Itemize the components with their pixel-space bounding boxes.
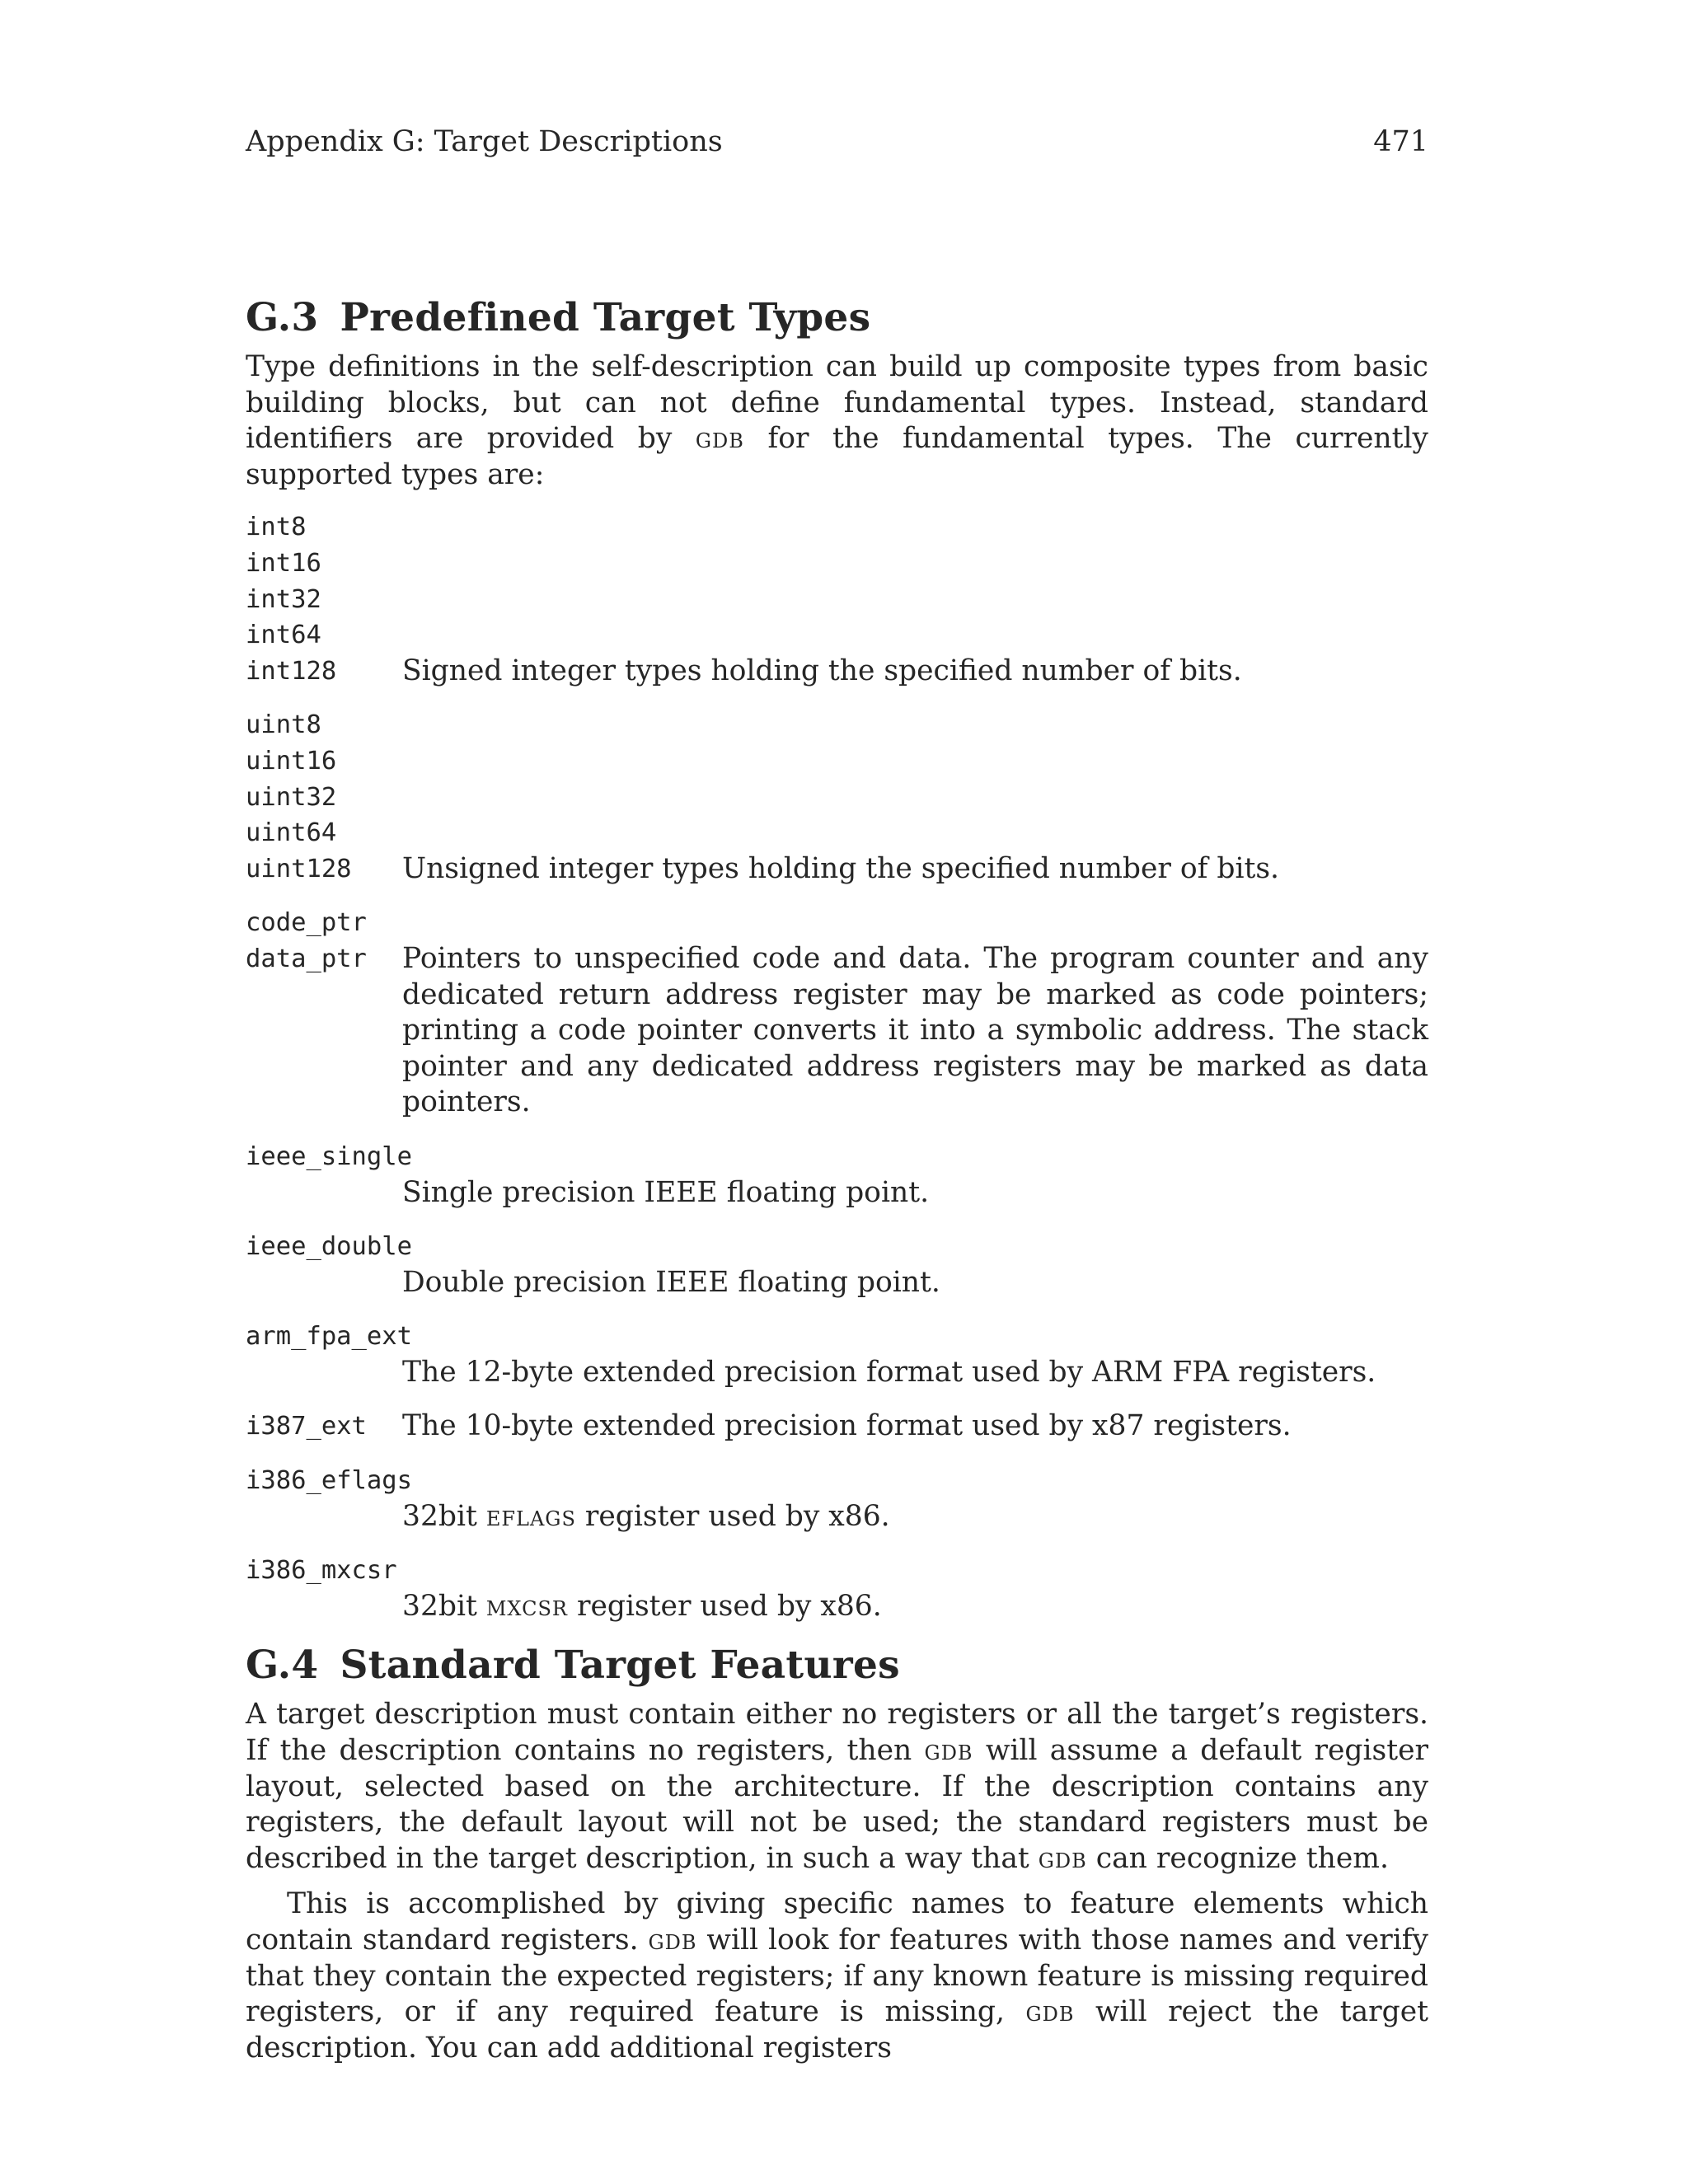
- text-run: for the fundamental types. The currently supported types are:: [246, 422, 1428, 491]
- eflags-smallcaps: eflags: [485, 1499, 576, 1533]
- mxcsr-smallcaps: mxcsr: [485, 1589, 568, 1623]
- text-run: will reject the target description. You can add additional registers: [246, 1995, 1428, 2064]
- type-description: Unsigned integer types holding the specified number of bits.: [402, 851, 1280, 885]
- type-description: Double precision IEEE floating point.: [402, 1265, 940, 1299]
- type-term: code_ptr: [246, 908, 367, 938]
- text-run: This is accomplished by giving specific names to feature elements which contain standard registers.: [246, 1887, 1428, 1957]
- section-title: Predefined Target Types: [340, 295, 871, 340]
- chapter-title: Appendix G: Target Descriptions: [246, 125, 723, 158]
- section-number: G.4: [246, 1643, 319, 1689]
- type-term: int16: [246, 548, 321, 578]
- type-definition-list: [246, 509, 1428, 1624]
- list-item-arm-fpa-ext: [246, 1319, 1428, 1390]
- type-term: arm_fpa_ext: [246, 1322, 412, 1352]
- paragraph: [246, 1886, 1428, 2066]
- type-description: [402, 1499, 1428, 1535]
- text-run: can recognize them.: [1086, 1841, 1389, 1875]
- section-intro-paragraph: [246, 349, 1428, 493]
- type-term: int8: [246, 513, 307, 542]
- type-description: Single precision IEEE floating point.: [402, 1175, 930, 1209]
- text-run: A target description must contain either no registers or all the target’s registers. If the description contains no registers, then: [246, 1698, 1428, 1768]
- type-term: int32: [246, 584, 321, 614]
- type-term: i386_eflags: [246, 1466, 412, 1496]
- list-item-i386-mxcsr: [246, 1553, 1428, 1624]
- type-term: uint16: [246, 746, 337, 776]
- text-run: register used by x86.: [575, 1499, 890, 1533]
- section-number: G.3: [246, 295, 319, 340]
- gdb-smallcaps: gdb: [1038, 1841, 1087, 1875]
- type-term: uint8: [246, 710, 321, 740]
- text-run: register used by x86.: [567, 1589, 882, 1623]
- text-run: Type definitions in the self-description can build up composite types from basic building blocks, but can not define fundamental types. Instead, standard identifiers are provided by: [246, 350, 1428, 456]
- list-item-i386-eflags: [246, 1463, 1428, 1535]
- type-description: The 10-byte extended precision format used by x87 registers.: [402, 1409, 1292, 1443]
- text-run: 32bit: [402, 1589, 486, 1623]
- text-run: 32bit: [402, 1499, 486, 1533]
- gdb-smallcaps: gdb: [1025, 1995, 1075, 2029]
- page-number: 471: [1373, 125, 1428, 158]
- type-term: i387_ext: [246, 1412, 367, 1441]
- type-term: uint64: [246, 818, 337, 848]
- type-term: ieee_single: [246, 1141, 412, 1171]
- document-page: [246, 124, 1428, 2066]
- section-title: Standard Target Features: [340, 1643, 900, 1689]
- type-description: Signed integer types holding the specified number of bits.: [402, 654, 1242, 687]
- type-term: uint32: [246, 782, 337, 812]
- paragraph: [246, 1697, 1428, 1877]
- list-item-ieee-single: [246, 1139, 1428, 1211]
- gdb-smallcaps: gdb: [648, 1924, 697, 1957]
- list-item-unsigned-int: [246, 707, 1428, 887]
- type-description: Pointers to unspecified code and data. The program counter and any dedicated return address register may be marked as code pointers; printing a code pointer converts it into a symbolic address. The stack pointer and any dedicated address registers may be marked as data pointers.: [402, 941, 1428, 1119]
- text-run: will look for features with those names and verify that they contain the expected registers; if any known feature is missing required registers, or if any required feature is missing,: [246, 1924, 1428, 2029]
- type-term: ieee_double: [246, 1232, 412, 1262]
- type-description: The 12-byte extended precision format used by ARM FPA registers.: [402, 1355, 1376, 1389]
- list-item-ieee-double: [246, 1229, 1428, 1301]
- gdb-smallcaps: gdb: [924, 1734, 973, 1768]
- type-term: int128: [246, 656, 337, 686]
- type-term: uint128: [246, 854, 352, 883]
- type-term: i386_mxcsr: [246, 1556, 397, 1586]
- type-term: data_ptr: [246, 944, 367, 973]
- type-description: [402, 1589, 1428, 1625]
- list-item-i387-ext: [246, 1408, 1428, 1445]
- running-header: [246, 124, 1428, 160]
- type-term: int64: [246, 621, 321, 650]
- gdb-smallcaps: gdb: [695, 422, 744, 456]
- text-run: will assume a default register layout, selected based on the architecture. If the description contains any registers, the default layout will not be used; the standard registers must be described in the target description, in such a way that: [246, 1734, 1428, 1875]
- section-heading-g3: [246, 293, 1428, 343]
- list-item-pointers: [246, 905, 1428, 1121]
- list-item-signed-int: [246, 509, 1428, 689]
- section-heading-g4: [246, 1641, 1428, 1690]
